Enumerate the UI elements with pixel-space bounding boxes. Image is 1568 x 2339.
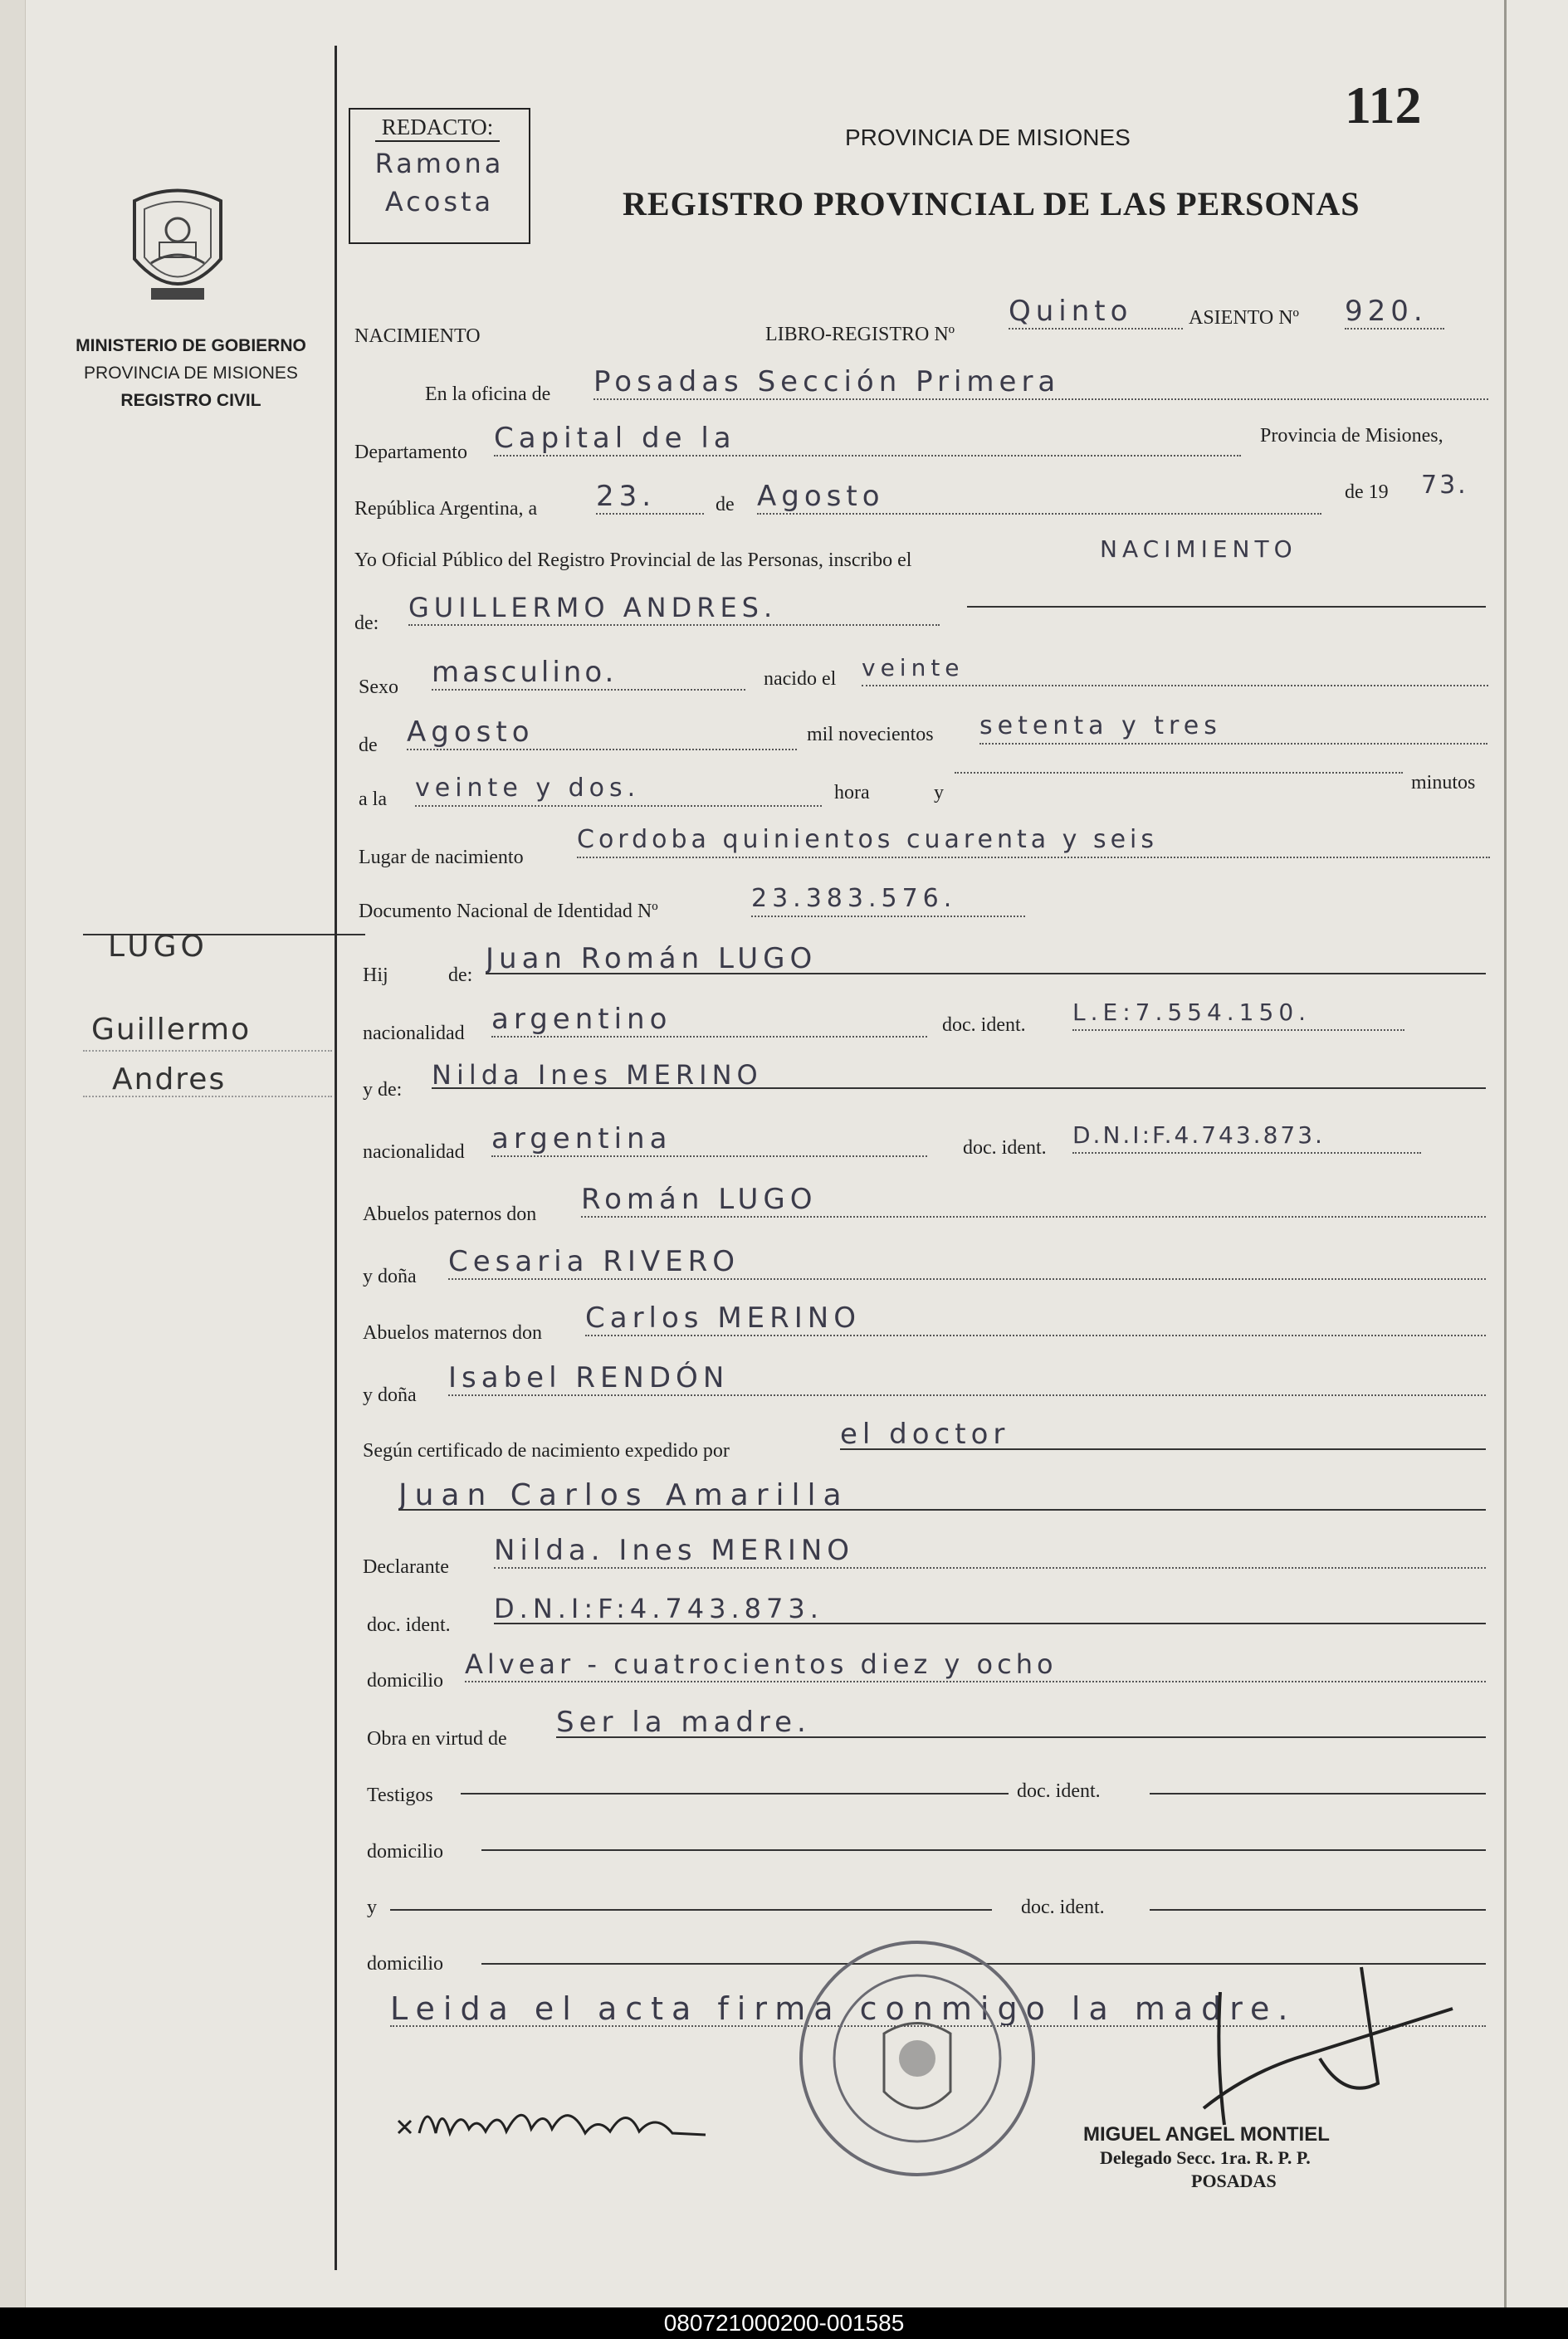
obra-underline xyxy=(556,1736,1486,1738)
testigos-line xyxy=(461,1793,1009,1795)
nac1-label: nacionalidad xyxy=(363,1023,465,1044)
y-label: y xyxy=(934,782,944,803)
redacto-name-1: Ramona xyxy=(374,148,505,179)
madre-value: Nilda Ines MERINO xyxy=(432,1059,763,1091)
docident2-label: doc. ident. xyxy=(963,1137,1047,1159)
abp-label: Abuelos paternos don xyxy=(363,1204,537,1225)
official-title: Delegado Secc. 1ra. R. P. P. xyxy=(1100,2147,1311,2168)
margin-rule xyxy=(83,1096,332,1097)
abm-label: Abuelos maternos don xyxy=(363,1322,542,1344)
nac1-value: argentino xyxy=(491,1003,927,1038)
year-value: 73. xyxy=(1421,471,1468,500)
abm-value: Carlos MERINO xyxy=(585,1301,1486,1336)
hora-label: hora xyxy=(834,782,870,803)
cert-label: Según certificado de nacimiento expedido por xyxy=(363,1440,730,1462)
official-name: MIGUEL ANGEL MONTIEL xyxy=(1083,2123,1330,2146)
redacto-box xyxy=(349,108,530,244)
y2-label: y xyxy=(367,1897,377,1918)
day-value: 23. xyxy=(596,480,704,515)
minutos-blank xyxy=(955,772,1403,774)
domicilio-value: Alvear - cuatrocientos diez y ocho xyxy=(465,1648,1486,1682)
margin-rule xyxy=(83,1050,332,1052)
de-label: de xyxy=(716,494,735,515)
official-signature-icon xyxy=(1195,1959,1461,2150)
redacto-label: REDACTO: xyxy=(375,115,500,142)
libro-label: LIBRO-REGISTRO Nº xyxy=(765,324,955,345)
y2-line xyxy=(390,1909,992,1911)
ministry-line2: PROVINCIA DE MISIONES xyxy=(84,364,298,383)
official-name-block xyxy=(1083,2123,1330,2193)
de4-label: de: xyxy=(448,964,473,986)
sexo-label: Sexo xyxy=(359,676,398,698)
docident2-value: D.N.I:F.4.743.873. xyxy=(1072,1119,1421,1154)
docident3-value: D.N.I:F:4.743.873. xyxy=(494,1593,823,1624)
abm2-value: Isabel RENDÓN xyxy=(448,1361,1486,1396)
hora-value: veinte y dos. xyxy=(415,772,822,807)
declarante-value: Nilda. Ines MERINO xyxy=(494,1534,1486,1569)
domicilio-label: domicilio xyxy=(367,1670,443,1692)
docident4-label: doc. ident. xyxy=(1017,1780,1101,1802)
oficial-label: Yo Oficial Público del Registro Provincial de las Personas, inscribo el xyxy=(354,549,912,571)
ydona1-label: y doña xyxy=(363,1266,417,1287)
nacido-label: nacido el xyxy=(764,668,837,690)
domicilio2-line xyxy=(481,1849,1486,1851)
asiento-value: 920. xyxy=(1345,295,1444,330)
ministry-line3: REGISTRO CIVIL xyxy=(120,391,261,410)
cert-underline-2 xyxy=(398,1509,1486,1511)
provincia-label: Provincia de Misiones, xyxy=(1260,425,1443,447)
abp2-value: Cesaria RIVERO xyxy=(448,1245,1486,1280)
cert-value-2: Juan Carlos Amarilla xyxy=(398,1479,849,1512)
official-seal-stamp-icon xyxy=(793,1934,1042,2183)
margin-surname: LUGO xyxy=(108,930,208,964)
year-label: de 19 xyxy=(1345,481,1389,503)
asiento-label: ASIENTO Nº xyxy=(1189,307,1299,329)
de2-label: de: xyxy=(354,613,379,634)
republica-label: República Argentina, a xyxy=(354,498,538,520)
nacido-value: veinte xyxy=(862,652,1488,686)
abp-value: Román LUGO xyxy=(581,1183,1486,1218)
obra-label: Obra en virtud de xyxy=(367,1728,507,1750)
padre-value: Juan Román LUGO xyxy=(486,942,818,975)
docident5-label: doc. ident. xyxy=(1021,1897,1105,1918)
column-divider xyxy=(335,46,337,2270)
month-value: Agosto xyxy=(757,480,1321,515)
provincial-crest-icon xyxy=(126,184,229,307)
name-underline xyxy=(967,606,1486,608)
nac2-label: nacionalidad xyxy=(363,1141,465,1163)
name-value: GUILLERMO ANDRES. xyxy=(408,591,940,626)
dni-value: 23.383.576. xyxy=(751,882,1025,917)
province-heading: PROVINCIA DE MISIONES xyxy=(845,125,1131,150)
lugar-value: Cordoba quinientos cuarenta y seis xyxy=(577,823,1490,858)
registry-title: REGISTRO PROVINCIAL DE LAS PERSONAS xyxy=(623,185,1360,222)
document-code: 080721000200-001585 xyxy=(663,2310,905,2336)
dni-label: Documento Nacional de Identidad Nº xyxy=(359,901,658,922)
docident1-label: doc. ident. xyxy=(942,1014,1026,1036)
ministry-block xyxy=(66,332,315,414)
testigos-label: Testigos xyxy=(367,1785,433,1806)
oficina-label: En la oficina de xyxy=(425,383,551,405)
docident3-underline xyxy=(494,1623,1486,1624)
page-edge-line xyxy=(1504,0,1507,2307)
official-city: POSADAS xyxy=(1191,2171,1277,2191)
docident5-line xyxy=(1150,1909,1486,1911)
ledger-edge xyxy=(0,0,26,2307)
ydona2-label: y doña xyxy=(363,1384,417,1406)
madre-underline xyxy=(432,1087,1486,1089)
month2-value: Agosto xyxy=(407,715,797,750)
declarante-label: Declarante xyxy=(363,1556,449,1578)
padre-underline xyxy=(486,973,1486,974)
nac2-value: argentina xyxy=(491,1122,927,1157)
margin-given-name-1: Guillermo xyxy=(91,1013,252,1047)
minutos-label: minutos xyxy=(1411,772,1476,794)
docident4-line xyxy=(1150,1793,1486,1795)
docident3-label: doc. ident. xyxy=(367,1614,451,1636)
departamento-value: Capital de la xyxy=(494,422,1241,457)
cert-value: el doctor xyxy=(840,1418,1010,1451)
mil-value: setenta y tres xyxy=(979,710,1487,745)
libro-value: Quinto xyxy=(1009,295,1183,330)
lugar-label: Lugar de nacimiento xyxy=(359,847,524,868)
domicilio3-label: domicilio xyxy=(367,1953,443,1975)
mil-label: mil novecientos xyxy=(807,724,934,745)
yde-label: y de: xyxy=(363,1079,403,1101)
oficina-value: Posadas Sección Primera xyxy=(593,365,1488,400)
redacto-name-2: Acosta xyxy=(384,186,495,217)
domicilio2-label: domicilio xyxy=(367,1841,443,1863)
docident1-value: L.E:7.554.150. xyxy=(1072,996,1404,1031)
margin-given-name-2: Andres xyxy=(112,1062,227,1096)
ala-label: a la xyxy=(359,789,387,810)
obra-value: Ser la madre. xyxy=(556,1706,811,1739)
page-number: 112 xyxy=(1345,76,1422,134)
act-type-label: NACIMIENTO xyxy=(354,325,481,347)
cert-underline xyxy=(840,1448,1486,1450)
sexo-value: masculino. xyxy=(432,656,745,691)
de3-label: de xyxy=(359,735,378,756)
departamento-label: Departamento xyxy=(354,442,467,463)
ministry-line1: MINISTERIO DE GOBIERNO xyxy=(76,336,306,355)
declarant-signature-icon xyxy=(390,2075,739,2158)
hij-label: Hij xyxy=(363,964,388,986)
oficial-value: NACIMIENTO xyxy=(1100,535,1297,563)
closing-value: Leida el acta firma conmigo la madre. xyxy=(390,1992,1297,2025)
footer-bar xyxy=(0,2307,1568,2339)
